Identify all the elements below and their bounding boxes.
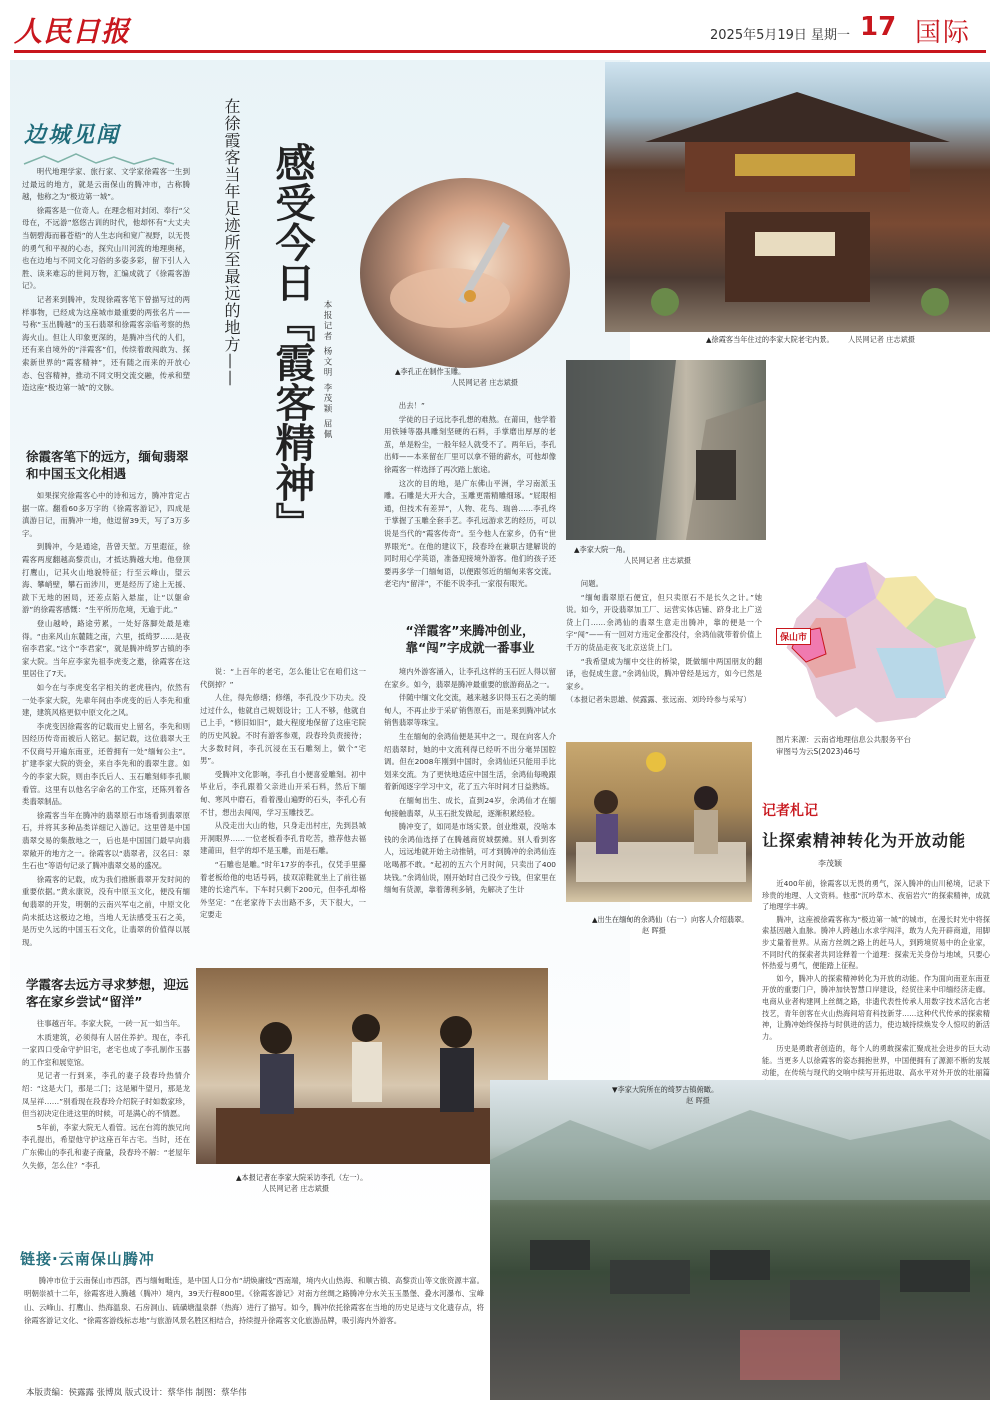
- paragraph: 伴随中缅文化交流，越来越多识得玉石之美的缅甸人，不再止步于采矿销售原石，而是来到腾冲试水销售翡翠等珠宝。: [384, 693, 556, 728]
- paragraph: 出去！”: [398, 401, 425, 410]
- paragraph: 如今在与李虎变名字相关的老虎巷内，依然有一处李家大院，先辈年间由李虎变的后人李先和重建，建筑风格更似中原文化之风。: [22, 682, 190, 718]
- paragraph: 如今，腾冲人的探索精神转化为开放的动能。作为面向南亚东南亚开放的重要门户，腾冲加快智慧口岸建设，经贸往来中印缅经济走廊。电商从业者构建网上丝绸之路，非遗代表性传承人用数字技术活化古老技艺，青年创客在火山热海间培育科技新芽……这种代代传承的探索精神，让腾冲始终保持与时俱进的活力，使边城持续焕发令人惊叹的新活力。: [762, 973, 990, 1041]
- article-kicker: 在徐霞客当年足迹所至最远的地方——: [222, 98, 241, 387]
- paragraph: 往事越百年。李家大院，一砖一瓦一如当年。: [36, 1019, 185, 1028]
- stone-wall-icon: [566, 360, 766, 540]
- paragraph: 从没走出大山的他，只身走出村庄，先到县城开洞眼界……一位老板看李孔肯吃苦，推荐他去福建莆田，但学的却不是玉雕，而是石雕。: [200, 821, 366, 856]
- page-number: 17: [860, 12, 897, 42]
- paragraph: “缅甸翡翠原石便宜，但只卖原石不是长久之计。”她说。如今，开设翡翠加工厂、运营实体店铺、跻身北上广送货上门……余鸿仙的翡翠生意走出腾冲，靠的便是一个字“闯”——有一回对方违定金都没付，余鸿仙就带着价值上千万的货品走夜飞北京送货上门。: [566, 592, 762, 652]
- column-brand-text: 边城见闻: [24, 122, 121, 148]
- paragraph: 记者来到腾冲，发现徐霞客笔下曾描写过的两样事物，已经成为这座城市最重要的两张名片——号称“玉出腾越”的玉石翡翠和徐霞客亲临考察的热海火山。但让人印象更深的，是腾冲当代的人们，还有来自境外的“洋霞客”们，传续着敢闯敢为、探索新世界的“霞客精神”，还有随之而来的开放心态、包容精神，推动不同文明交流交融，传承和塑造这座“极边第一城”的文脉。: [22, 294, 190, 393]
- issue-date: 2025年5月19日 星期一: [710, 28, 851, 43]
- photo-alley: [566, 360, 766, 540]
- paragraph: 登山越岭，路途劳累，一处好落脚处最是难得。“由来风山东麓随之南，六里，抵绮罗……是夜宿李君家。”这个“李君家”，就是腾冲绮罗古镇的李家大院。当年应李家先祖李虎变之邀，徐霞客在这里居住了7天。: [22, 618, 190, 679]
- section-heading-2: 学霞客去远方寻求梦想，迎远客在家乡尝试“留洋”: [26, 977, 189, 1009]
- paragraph: “我希望成为缅中交往的桥梁，既做缅中两国朋友的翻译，也促成生意。”余鸿仙说，腾冲曾经是远方，如今已然是家乡。: [566, 656, 762, 691]
- reporter-note: （本报记者朱思雄、侯露露、张远南、刘玲玲参与采写）: [566, 695, 751, 705]
- mountain-decoration-icon: [24, 152, 174, 166]
- editorial-tag: 记者札记: [762, 803, 818, 819]
- masthead: [0, 0, 1000, 56]
- paragraph: 徐霞客是一位奇人。在理念相对封闭、奉行“父母在，不远游”悠悠古训的时代，他却怀有“大丈夫当朝碧海而暮苍梧”的人生志向和宽广视野，以无畏的勇气和平视的心态，探究山川河流的地理奥秘，也在边地与不同文化习俗的多姿多彩，留下引人入胜、读来难忘的世间万物，汇编成就了《徐霞客游记》。: [22, 205, 190, 291]
- courtyard-building-icon: [605, 62, 990, 332]
- page-footer-credits: 本版责编：侯露露 张博岚 版式设计：蔡华伟 制图：蔡华伟: [26, 1388, 247, 1398]
- caption-carving: ▲李孔正在制作玉雕。 人民网记者 庄志斌摄: [395, 367, 518, 387]
- paragraph: “石雕也是雕。”时年17岁的李孔，仅凭手里攥着老板给他的电话号码，拔双凉鞋就坐上了前往福建的长途汽车。下车时只剩下200元，但李孔却格外坚定：“在老家待下去出路不多，天下很大，一定要走: [200, 859, 366, 920]
- link-title: 链接·云南保山腾冲: [20, 1250, 155, 1268]
- paragraph: 李虎变因徐霞客的记载而史上留名，李先和则因经历传奇而被后人铭记。据记载，这位翡翠大王不仅商号开遍东南亚，还曾拥有一处“缅甸公主”。扩建李家大院的资金，来自李先和的翡翠生意。如今的李家大院，则由李氏后人、玉石雕刻师李孔顺看管。这里有以他名字命名的工作室，还陈列着各类翡翠制品。: [22, 721, 190, 807]
- paragraph: 学徒的日子远比李孔想的难熬。在莆田，他学着用铁锤等器具雕刻坚硬的石料，手掌磨出厚厚的老茧，单是粉尘，一般年轻人就受不了。两年后，李孔出师——本来留在厂里可以拿不错的薪水，可他却像徐霞客一样选择了再次踏上旅途。: [384, 414, 556, 474]
- map-label-baoshan: 保山市: [776, 628, 811, 645]
- masthead-rule: [14, 50, 986, 53]
- photo-courtyard: [605, 62, 990, 332]
- paragraph: 5年前，李家大院无人看管。远在台湾的族兄向李孔提出，希望他守护这座百年古宅。当时，还在广东佛山的李孔和妻子商量，段春玲不解：“老屋年久失修，怎么住？”李孔: [22, 1122, 190, 1170]
- paragraph: 腾冲变了，如同是市场实景。创业维艰，没啥本钱的余鸿仙选择了在腾越商贸城摆摊。别人看到客人，远远地就开始主动推销，可才到腾冲的余鸿仙连吆喝都不敢。“起初的五六个月时间，只卖出了400块钱。”余鸿仙说，刚开始时自己没少亏钱，但家里在缅甸有货源，靠着薄利多销，先解决了生计: [384, 822, 556, 895]
- link-body: [24, 1274, 484, 1378]
- editorial-body: [762, 878, 990, 1077]
- map-source: 图片来源：云南省地理信息公共服务平台: [776, 735, 911, 744]
- page-section-title: 国际: [915, 18, 972, 48]
- paragraph: 明代地理学家、旅行家、文学家徐霞客一生到过最远的地方，就是云南保山的腾冲市，古称腾越，他称之为“极边第一城”。: [22, 167, 190, 202]
- photo-jade-carving: [360, 178, 570, 368]
- paragraph: 境内外游客涌入，让李孔这样的玉石匠人得以留在家乡。如今，翡翠是腾冲最重要的旅游商品之一。: [384, 667, 556, 689]
- text-column-2: [200, 666, 366, 938]
- text-column-1c: [22, 1018, 190, 1184]
- paragraph: 徐霞客的记载，成为我们推断翡翠开发时间的重要依据。”黄永康说，没有中原玉文化，便没有缅甸翡翠的开发，明朝的云南兴军屯之前，中原文化尚未抵达这极边之地，当地人无法感受玉石之美，是历史久远的中国玉石文化，让翡翠的价值得以展现。: [22, 874, 190, 947]
- editorial-title: 让探索精神转化为开放动能: [762, 831, 967, 850]
- shop-scene-icon: [566, 742, 752, 902]
- text-column-1a: [22, 166, 190, 444]
- article-headline: 感受今日『霞客精神』: [269, 142, 316, 542]
- paragraph: 见记者一行到来，李孔的妻子段春玲热情介绍：“这是大门，那是二门；这是厢牛望月，那是龙凤呈祥……”别看现在段春玲介绍院子时如数家珍，但当初决定住进这里的时候，可是满心的不情愿。: [22, 1071, 190, 1119]
- paragraph: 说：“上百年的老宅，怎么能让它在咱们这一代倒掉？”: [200, 667, 366, 689]
- text-column-3a: [384, 400, 556, 618]
- text-column-4: [566, 578, 762, 736]
- map-approval-number: 审图号为云S(2023)46号: [776, 747, 861, 756]
- paragraph: 近400年前，徐霞客以无畏的勇气，深入腾冲的山川秘境，记录下珍贵的地理、人文资料。他那“沉吟草木、夜宿岩穴”的探索精神，成就了地理学丰碑。: [762, 879, 990, 912]
- text-column-3b: [384, 666, 556, 938]
- paragraph: 受腾冲文化影响，李孔自小便喜爱雕刻。初中毕业后，李孔跟着父亲进山开采石料，然后下缅甸、寒风中磨石，看着漫山遍野的石头，李孔心有不甘，想出去闯闯，学习玉雕技艺。: [200, 769, 366, 817]
- caption-alley: ▲李家大院一角。 人民网记者 庄志斌摄: [574, 545, 691, 565]
- caption-jade-shop: ▲出生在缅甸的余鸿仙（右一）向客人介绍翡翠。 赵 晖摄: [592, 915, 749, 935]
- paragraph: 木质建筑，必须得有人居住养护。现在，李孔一家四口受命守护旧宅，老宅也成了李孔制作玉器的工作室和展览馆。: [22, 1032, 190, 1067]
- caption-interview: ▲本报记者在李家大院采访李孔（左一）。 人民网记者 庄志斌摄: [236, 1173, 368, 1193]
- paragraph: 腾冲市位于云南保山市西部，西与缅甸毗连，是中国人口分布“胡焕庸线”西南端，境内火山热海、和顺古镇、高黎贡山等文旅资源丰富。明朝崇祯十二年，徐霞客进入腾越（腾冲）境内，39天行程800里。《徐霞客游记》对南方丝绸之路腾冲分水关玉玉墨堡、叠水河瀑布、宝峰山、云峰山、打鹰山、热海温泉、石房洞山、硫磺塘温泉群（热海）进行了描写。如今，腾冲依托徐霞客在当地的历史足迹与文化遗存点，将徐霞客游记文化、“徐霞客游线标志地”与旅游风景名胜区相结合，持续提升徐霞客文化旅游品牌，吸引海内外游客。: [24, 1276, 484, 1326]
- paragraph: 在缅甸出生、成长，直到24岁，余鸿仙才在缅甸接触翡翠，从玉石批发做起，逐渐积累经验。: [384, 795, 556, 818]
- paragraph: 问题。: [580, 579, 603, 588]
- town-rooftops-icon: [490, 1080, 990, 1400]
- paragraph: 如果探究徐霞客心中的诗和远方，腾冲肯定占据一席。翻看60多万字的《徐霞客游记》，四成是滇游日记，而腾冲一地，他逗留39天，写了3万多字。: [22, 491, 190, 538]
- section-heading-1: 徐霞客笔下的远方，缅甸翡翠和中国玉文化相遇: [26, 449, 189, 481]
- article-byline: 本报记者 杨文明 李茂颖 屈佩: [322, 300, 332, 441]
- paragraph: 徐霞客当年在腾冲的翡翠原石市场看到翡翠原石，并将其多种品类详细记入游记。这里曾是中国翡翠交易的集散地之一，后也是中国国门最早向翡翠敞开的地方之一。徐霞客以“翡翠者，汉名曰：翠生石也”等语句记录了腾冲翡翠交易的盛况。: [22, 810, 190, 871]
- column-brand: [24, 118, 174, 164]
- newspaper-logo: 人民日报: [14, 15, 131, 48]
- paragraph: 生在缅甸的余鸿仙便是其中之一。现在向客人介绍翡翠时，她的中文流利得已经听不出分毫异国腔调。但在2008年刚到中国时，余鸿仙还只能用手比划来交流。为了更快地适应中国生活，余鸿仙每晚跟着新闻逐字学习中文，花了五六年时间才日益熟练。: [384, 731, 556, 792]
- paragraph: 历史是勇敢者创造的，每个人的勇敢探索汇聚成社会进步的巨大动能。当更多人以徐霞客的姿态拥抱世界，中国便拥有了源源不断的发展动能，在传统与现代的交响中续写开拓进取、高水平对外开放的壮丽篇: [762, 1044, 990, 1077]
- paragraph: 这次的目的地，是广东佛山平洲，学习南派玉雕。石雕是大开大合，玉雕更需精雕细琢。“屁眼相通，但技术有差异”，人物、花鸟、瑞兽……李孔终于掌握了玉雕全套手艺。李孔远游求艺的经历，可以说是当代的“霞客传奇”。至今他人在家乡，仍有“世界眼光”。在他的建议下，段春玲在兼职古建解说的同时用心学英语，准备迎接境外游客。他们的孩子还要再多学一门缅甸语，以便跟邻近的缅甸来客交流。老宅内“留洋”，不能不说李孔一家很有眼光。: [384, 478, 556, 589]
- text-column-1b: [22, 490, 190, 968]
- paragraph: 腾冲，这座被徐霞客称为“极边第一城”的城市，在漫长时光中将探索基因融入血脉。腾冲人跨越山水求学闯洋，敢为人先开辟商道，用脚步丈量着世界。从南方丝绸之路上的赶马人，到跨境贸易中的企业家，不同时代的探索者共同诠释着一个道理：探索无关身份与地域，只要心怀热爱与勇气，便能踏上征程。: [762, 914, 990, 971]
- photo-town-aerial: [490, 1080, 990, 1400]
- paragraph: 人住，得先修缮；修缮，李孔没少下功夫。没过过什么，他就自己规划设计；工人不够，他就自己上手，“修旧如旧”，最大程度地保留了这座宅院的历史风貌。不时有游客参观，段春玲负责接待；大多数时间，李孔沉浸在玉石雕刻上，做个“宅男”。: [200, 693, 366, 766]
- map-yunnan: [776, 558, 986, 758]
- caption-courtyard: ▲徐霞客当年住过的李家大院老宅内景。 人民网记者 庄志斌摄: [706, 335, 915, 344]
- carving-hands-icon: [360, 178, 570, 368]
- section-heading-3: “洋霞客”来腾冲创业，靠“闯”字成就一番事业: [405, 623, 535, 655]
- editorial-author: 李茂颖: [818, 859, 842, 868]
- paragraph: 到腾冲，今是通途，昔曾天堑。万里遐征，徐霞客两度翻越高黎贡山，才抵达腾越大地。他登顶打鹰山，记其火山地貌特征；行至云峰山，望云海、攀峭壁，攀石而涉川，更是经历了途上无援、跋下无地的困局，还差点陷入悬崖，让“以躯命游”的徐霞客感慨：“生平所历危境，无逾于此。”: [22, 542, 190, 615]
- photo-jade-shop: [566, 742, 752, 902]
- caption-town: ▼李家大院所在的绮罗古镇俯瞰。 赵 晖摄: [612, 1085, 719, 1105]
